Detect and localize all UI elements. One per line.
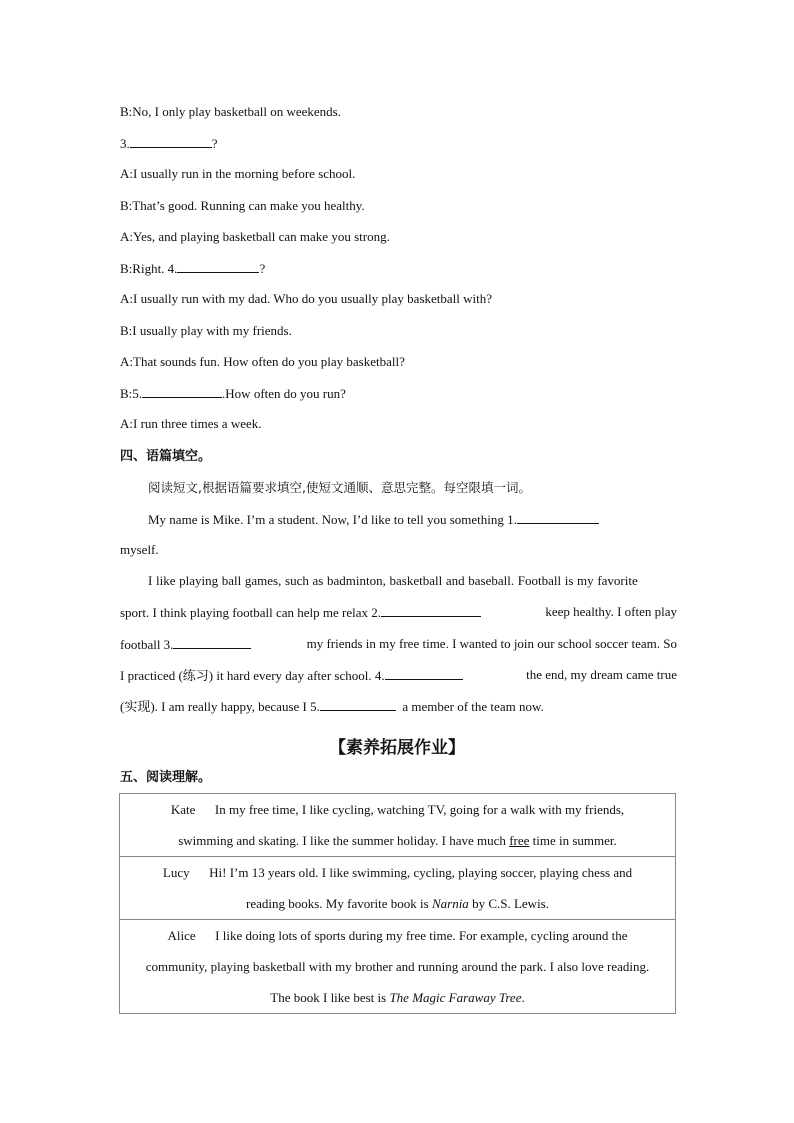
section-5-heading: 五、阅读理解。 [120, 770, 212, 785]
passage-line-2: myself. [120, 542, 159, 557]
dialogue-line-5: A:Yes, and playing basketball can make you strong. [120, 229, 390, 244]
passage-line-5 [120, 636, 677, 653]
passage-line-3-text: I like playing ball games, such as badminton, basketball and baseball. Football is my favorite [148, 573, 638, 588]
table-cell-alice [120, 920, 676, 1014]
dialogue-line-1: B:No, I only play basketball on weekends. [120, 104, 341, 119]
speaker-name: Lucy [162, 865, 190, 880]
question-mark: ? [259, 261, 266, 276]
extension-title: 【素养拓展作业】 [329, 738, 465, 758]
table-row [120, 857, 676, 920]
section-4-instruction: 阅读短文,根据语篇要求填空,使短文通顺、意思完整。每空限填一词。 [148, 480, 531, 495]
book-title-narnia: Narnia [431, 896, 469, 911]
alice-line-3 [124, 982, 671, 1013]
passage-blank-4[interactable] [385, 667, 463, 680]
passage-line-5-a: football 3. [120, 637, 174, 652]
dialogue-line-8: B:I usually play with my friends. [120, 323, 292, 338]
alice-text-3b: . [521, 990, 525, 1005]
underlined-word-free: free [509, 833, 530, 848]
passage-line-1 [148, 511, 599, 528]
lucy-line-2 [124, 888, 671, 919]
dialogue-line-4: B:That’s good. Running can make you healthy. [120, 198, 365, 213]
passage-line-6-b: the end, my dream came true [526, 667, 677, 682]
table-cell-kate [120, 794, 676, 857]
passage-blank-2[interactable] [381, 604, 481, 617]
section-4-heading: 四、语篇填空。 [120, 449, 212, 464]
dialogue-line-6 [120, 260, 265, 277]
passage-blank-1[interactable] [517, 511, 599, 524]
passage-line-1-text: My name is Mike. I’m a student. Now, I’d like to tell you something 1. [148, 512, 517, 527]
dialogue-line-3: A:I usually run in the morning before school. [120, 166, 356, 181]
answer-blank-3[interactable] [130, 135, 212, 148]
passage-line-5-b: my friends in my free time. I wanted to join our school soccer team. So [306, 636, 677, 651]
lucy-text-2b: by C.S. Lewis. [468, 896, 549, 911]
kate-text-2a: swimming and skating. I like the summer holiday. I have much [178, 833, 510, 848]
alice-text-3a: The book I like best is [270, 990, 390, 1005]
alice-text-1: I like doing lots of sports during my free time. For example, cycling around the [215, 928, 628, 943]
passage-line-6 [120, 667, 677, 684]
dialogue-line-9: A:That sounds fun. How often do you play basketball? [120, 354, 405, 369]
passage-line-3 [148, 573, 677, 589]
blank-number-3: 3. [120, 136, 130, 151]
dialogue-line-10 [120, 385, 346, 402]
book-title-magic-faraway-tree: The Magic Faraway Tree [389, 990, 522, 1005]
lucy-line-1 [124, 857, 671, 888]
dialogue-line-11: A:I run three times a week. [120, 416, 262, 431]
question-mark: ? [211, 136, 218, 151]
alice-line-2: community, playing basketball with my brother and running around the park. I also love reading. [145, 959, 650, 974]
passage-line-7-b: a member of the team now. [402, 699, 544, 714]
answer-blank-5[interactable] [142, 385, 222, 398]
kate-line-1 [124, 794, 671, 825]
kate-text-1: In my free time, I like cycling, watching TV, going for a walk with my friends, [214, 802, 625, 817]
alice-line-1 [124, 920, 671, 951]
passage-line-7 [120, 698, 544, 715]
kate-text-2b: time in summer. [529, 833, 617, 848]
dialogue-line-2 [120, 135, 218, 152]
answer-blank-4[interactable] [177, 260, 259, 273]
passage-line-4 [120, 604, 677, 621]
passage-line-4-text [120, 604, 481, 621]
passage-line-5-text [120, 636, 251, 653]
table-cell-lucy [120, 857, 676, 920]
kate-line-2 [124, 825, 671, 856]
dialogue-line-10-text: B:5. [120, 386, 143, 401]
passage-line-4-a: sport. I think playing football can help me relax 2. [120, 605, 382, 620]
dialogue-line-10-end: .How often do you run? [222, 386, 346, 401]
lucy-text-1: Hi! I’m 13 years old. I like swimming, cycling, playing soccer, playing chess and [209, 865, 633, 880]
passage-line-4-b: keep healthy. I often play [545, 604, 677, 619]
dialogue-line-7: A:I usually run with my dad. Who do you usually play basketball with? [120, 291, 493, 306]
passage-line-6-text [120, 667, 463, 684]
speaker-name: Kate [170, 802, 196, 817]
passage-blank-5[interactable] [320, 698, 396, 711]
speaker-name: Alice [167, 928, 196, 943]
dialogue-line-6-text: B:Right. 4. [120, 261, 178, 276]
table-row [120, 794, 676, 857]
reading-table [119, 793, 676, 1014]
passage-line-7-a: (实现). I am really happy, because I 5. [120, 699, 320, 714]
passage-blank-3[interactable] [173, 636, 251, 649]
passage-line-6-a: I practiced (练习) it hard every day after school. 4. [120, 668, 385, 683]
table-row [120, 920, 676, 1014]
lucy-text-2a: reading books. My favorite book is [246, 896, 432, 911]
